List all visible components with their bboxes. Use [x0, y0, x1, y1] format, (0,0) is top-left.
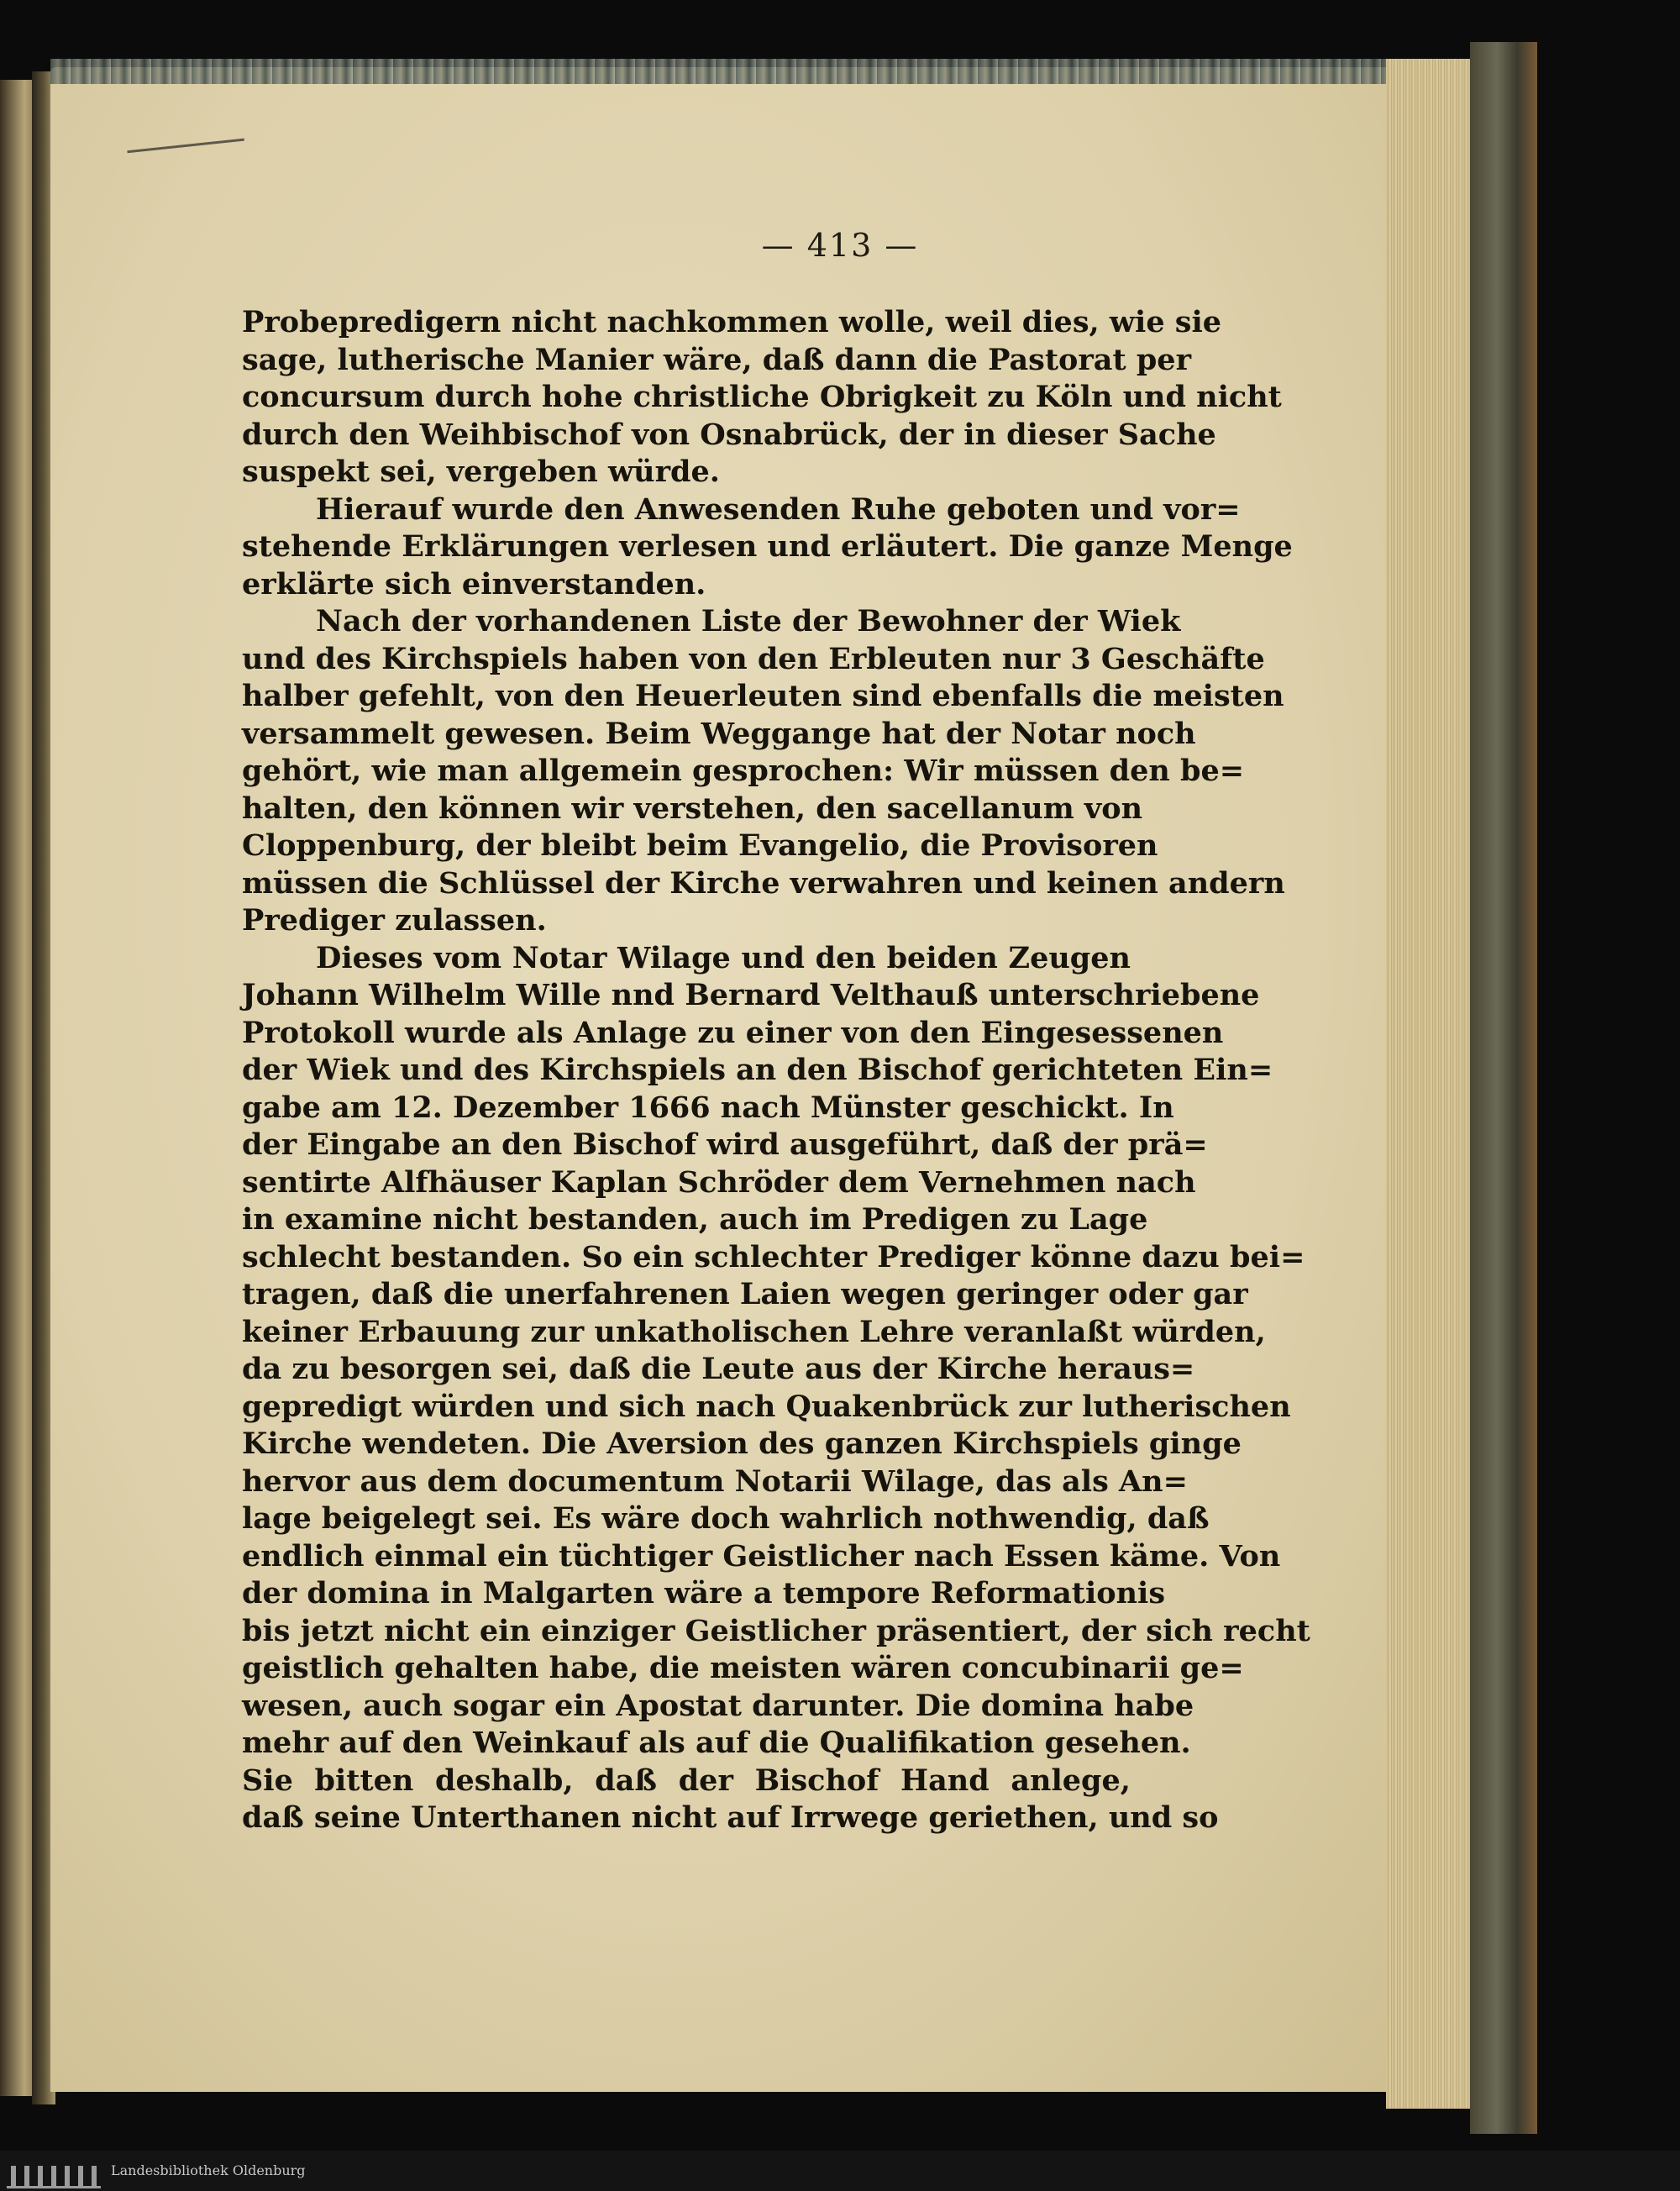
- text-line: Probepredigern nicht nachkommen wolle, weil dies, wie sie: [242, 305, 1222, 339]
- text-line: der domina in Malgarten wäre a tempore Reformationis: [242, 1576, 1166, 1610]
- text-line: und des Kirchspiels haben von den Erbleuten nur 3 Geschäfte: [242, 641, 1265, 676]
- text-line: daß seine Unterthanen nicht auf Irrwege geriethen, und so: [242, 1800, 1219, 1835]
- book-cover-spine: [1470, 42, 1537, 2134]
- page-number: — 413 —: [761, 227, 919, 264]
- page-stack-edges: [1386, 59, 1482, 2109]
- binding-edge: [50, 59, 1478, 84]
- text-line: concursum durch hohe christliche Obrigkeit zu Köln und nicht: [242, 380, 1282, 414]
- text-line: keiner Erbauung zur unkatholischen Lehre veranlaßt würden,: [242, 1314, 1266, 1349]
- text-line: bis jetzt nicht ein einziger Geistlicher präsentiert, der sich recht: [242, 1613, 1310, 1648]
- text-line: gabe am 12. Dezember 1666 nach Münster geschickt. In: [242, 1090, 1174, 1125]
- text-line: der Eingabe an den Bischof wird ausgeführt, daß der prä=: [242, 1127, 1208, 1162]
- left-page-edge: [0, 80, 35, 2096]
- text-line: lage beigelegt sei. Es wäre doch wahrlich nothwendig, daß: [242, 1501, 1210, 1536]
- text-line: Johann Wilhelm Wille nnd Bernard Velthauß unterschriebene: [242, 978, 1260, 1012]
- library-name: Landesbibliothek Oldenburg: [111, 2162, 306, 2178]
- body-text: [242, 304, 1310, 1837]
- text-line: durch den Weihbischof von Osnabrück, der in dieser Sache: [242, 417, 1216, 452]
- text-line: Hierauf wurde den Anwesenden Ruhe geboten und vor=: [316, 491, 1241, 527]
- text-line: Protokoll wurde als Anlage zu einer von den Eingesessenen: [242, 1015, 1224, 1050]
- text-line: gehört, wie man allgemein gesprochen: Wir müssen den be=: [242, 754, 1245, 788]
- text-line: schlecht bestanden. So ein schlechter Prediger könne dazu bei=: [242, 1239, 1305, 1274]
- text-line: Nach der vorhandenen Liste der Bewohner der Wiek: [316, 604, 1181, 638]
- text-line: wesen, auch sogar ein Apostat darunter. Die domina habe: [242, 1688, 1194, 1723]
- text-line: endlich einmal ein tüchtiger Geistlicher nach Essen käme. Von: [242, 1538, 1281, 1574]
- text-line: erklärte sich einverstanden.: [242, 566, 706, 602]
- text-line: mehr auf den Weinkauf als auf die Qualifikation gesehen.: [242, 1726, 1191, 1760]
- text-line: sage, lutherische Manier wäre, daß dann die Pastorat per: [242, 342, 1192, 377]
- text-line: tragen, daß die unerfahrenen Laien wegen geringer oder gar: [242, 1277, 1248, 1311]
- text-line: sentirte Alfhäuser Kaplan Schröder dem Vernehmen nach: [242, 1164, 1196, 1200]
- text-line: müssen die Schlüssel der Kirche verwahren und keinen andern: [242, 865, 1285, 901]
- text-line: stehende Erklärungen verlesen und erläutert. Die ganze Menge: [242, 529, 1293, 564]
- text-line: suspekt sei, vergeben würde.: [242, 454, 720, 489]
- text-line: hervor aus dem documentum Notarii Wilage, das als An=: [242, 1463, 1188, 1499]
- text-line: Kirche wendeten. Die Aversion des ganzen Kirchspiels ginge: [242, 1427, 1242, 1461]
- text-line: versammelt gewesen. Beim Weggange hat der Notar noch: [242, 716, 1196, 751]
- text-line: Cloppenburg, der bleibt beim Evangelio, die Provisoren: [242, 828, 1158, 863]
- text-line: halten, den können wir verstehen, den sacellanum von: [242, 791, 1143, 826]
- library-footer: [0, 2151, 1680, 2191]
- text-line: Dieses vom Notar Wilage und den beiden Zeugen: [316, 940, 1131, 975]
- text-line: gepredigt würden und sich nach Quakenbrück zur lutherischen: [242, 1389, 1291, 1424]
- text-line: geistlich gehalten habe, die meisten wären concubinarii ge=: [242, 1651, 1244, 1685]
- library-building-icon: [7, 2156, 101, 2188]
- text-line: halber gefehlt, von den Heuerleuten sind ebenfalls die meisten: [242, 679, 1284, 713]
- text-line: Sie bitten deshalb, daß der Bischof Hand anlege,: [242, 1763, 1131, 1798]
- text-line: der Wiek und des Kirchspiels an den Bischof gerichteten Ein=: [242, 1053, 1273, 1087]
- text-line: Prediger zulassen.: [242, 903, 547, 938]
- text-line: in examine nicht bestanden, auch im Predigen zu Lage: [242, 1202, 1148, 1237]
- text-line: da zu besorgen sei, daß die Leute aus der Kirche heraus=: [242, 1352, 1195, 1386]
